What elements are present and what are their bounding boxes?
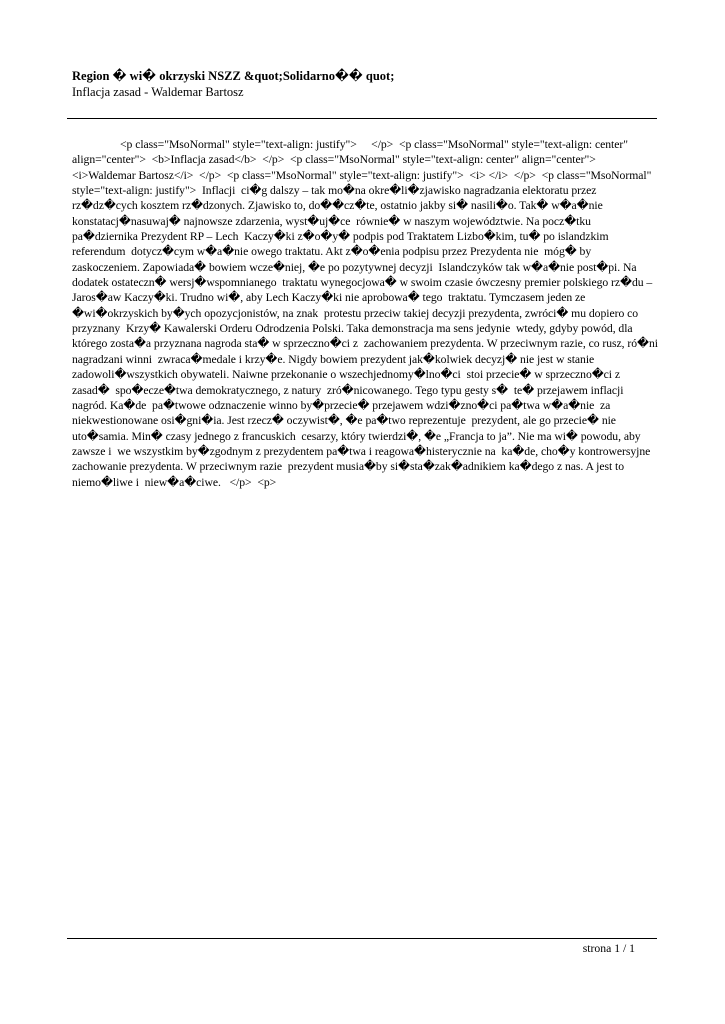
header-title: Region � wi� okrzyski NSZZ &quot;Solidarno�� quot;: [72, 69, 395, 83]
document-header: [72, 68, 658, 100]
page-number: strona 1 / 1: [582, 942, 635, 955]
footer-divider: [67, 938, 657, 939]
header-subtitle: Inflacja zasad - Waldemar Bartosz: [72, 85, 244, 99]
article-body: <p class="MsoNormal" style="text-align: justify"> </p> <p class="MsoNormal" style="text-align: center" align="center"> <b>Inflacja zasad</b> </p> <p class="MsoNormal" style="text-align: center" align="center"> <i>Waldemar Bartosz</i> </p> <p class="MsoNormal" style="text-align: justify"> <i> </i> </p> <p class="MsoNormal" style="text-align: justify"> Inflacji ci�g dalszy – tak mo�na okre�li�zjawisko nagradzania elektoratu przez rz�dz�cych kosztem rz�dzonych. Zjawisko to, do��cz�te, ostatnio jakby si� nasili�o. Tak� w�a�nie konstatacj�nasuwaj� najnowsze zdarzenia, wyst�uj�ce równie� w naszym województwie. Na pocz�tku pa�dziernika Prezydent RP – Lech Kaczy�ki z�o�y� podpis pod Traktatem Lizbo�kim, tu� po islandzkim referendum dotycz�cym w�a�nie owego traktatu. Akt z�o�enia podpisu przez Prezydenta nie móg� by zaskoczeniem. Zapowiada� bowiem wcze�niej, �e po pozytywnej decyzji Islandczyków tak w�a�nie post�pi. Na dodatek ostateczn� wersj�wspomnianego traktatu wynegocjowa� w swoim czasie ówczesny premier polskiego rz�du – Jaros�aw Kaczy�ki. Trudno wi�, aby Lech Kaczy�ki nie aprobowa� tego traktatu. Tymczasem jeden ze �wi�okrzyskich by�ych opozycjonistów, na znak protestu przeciw takiej decyzji prezydenta, zwróci� mu dopiero co przyznany Krzy� Kawalerski Orderu Odrodzenia Polski. Taka demonstracja ma sens jedynie wtedy, gdyby powód, dla którego zosta�a przyznana nagroda sta� w sprzeczno�ci z zachowaniem prezydenta. W przeciwnym razie, co rusz, ró�ni nagradzani winni zwraca�medale i krzy�e. Nigdy bowiem prezydent jak�kolwiek decyzj� nie jest w stanie zadowoli�wszystkich obywateli. Naiwne przekonanie o wszechjednomy�lno�ci stoi przecie� w sprzeczno�ci z zasad� spo�ecze�twa demokratycznego, z natury zró�nicowanego. Tego typu gesty s� te� przejawem inflacji nagród. Ka�de pa�twowe odznaczenie winno by�przecie� przejawem wdzi�zno�ci pa�twa w�a�nie za niekwestionowane osi�gni�ia. Jest rzecz� oczywist�, �e pa�two reprezentuje prezydent, ale go przecie� nie uto�samia. Min� czasy jednego z francuskich cesarzy, który twierdzi�, �e „Francja to ja”. Nie ma wi� powodu, aby zawsze i we wszystkim by�zgodnym z prezydentem pa�twa i reagowa�histerycznie na ka�de, cho�y kontrowersyjne zachowanie prezydenta. W przeciwnym razie prezydent musia�by si�sta�zak�adnikiem ka�dego z nas. A jest to niemo�liwe i niew�a�ciwe. </p> <p>: [72, 138, 661, 489]
header-divider: [67, 118, 657, 119]
